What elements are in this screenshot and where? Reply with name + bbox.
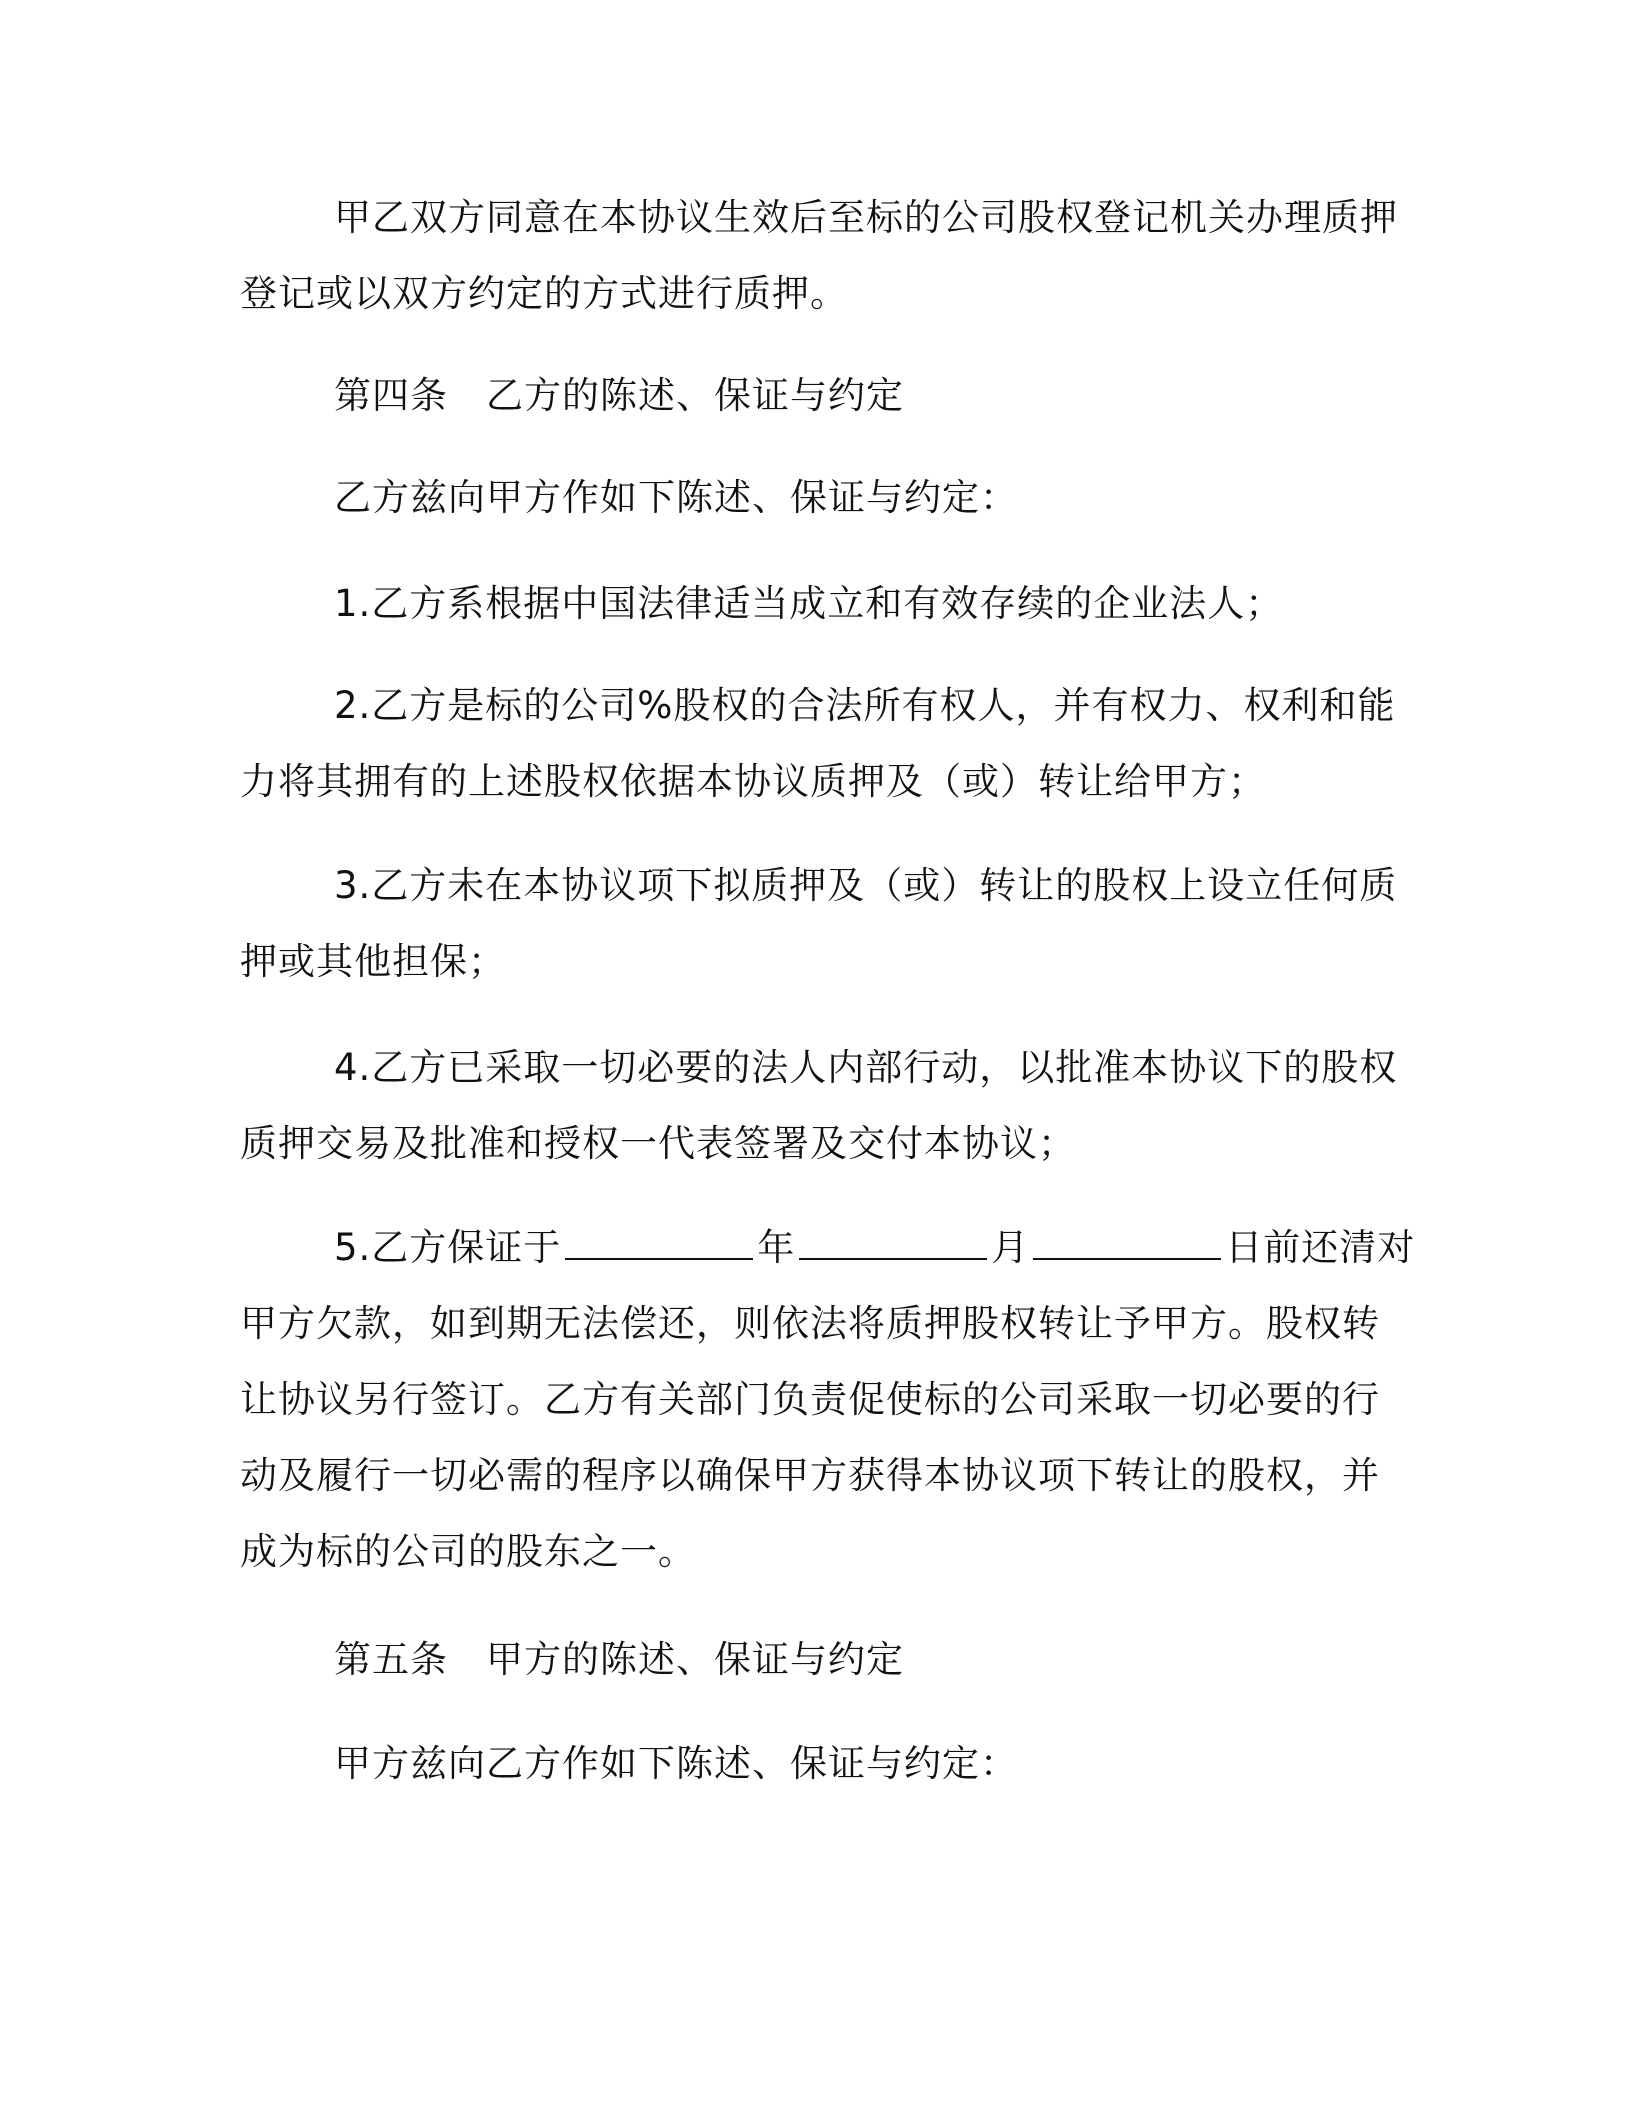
year-blank-field[interactable] (565, 1228, 753, 1260)
list-item-2 (240, 668, 1396, 820)
text-line: 3.乙方未在本协议项下拟质押及（或）转让的股权上设立任何质 (334, 864, 1398, 907)
text-line: 乙方兹向甲方作如下陈述、保证与约定： (334, 476, 1018, 519)
heading-text: 第五条 甲方的陈述、保证与约定 (334, 1638, 904, 1681)
paragraph-pledge-registration (240, 180, 1398, 332)
text-line: 押或其他担保； (240, 940, 506, 983)
text-line: 甲方兹向乙方作如下陈述、保证与约定： (334, 1742, 1018, 1785)
year-label: 年 (757, 1226, 796, 1269)
article-5-heading (240, 1622, 1380, 1698)
list-item-3 (240, 848, 1398, 1000)
day-blank-field[interactable] (1033, 1228, 1221, 1260)
text-line: 成为标的公司的股东之一。 (240, 1530, 696, 1573)
list-item-1 (240, 566, 1380, 642)
text-line: 甲方欠款，如到期无法偿还，则依法将质押股权转让予甲方。股权转 (240, 1302, 1380, 1345)
text-line: 甲乙双方同意在本协议生效后至标的公司股权登记机关办理质押 (334, 196, 1398, 239)
text-line: 质押交易及批准和授权一代表签署及交付本协议； (240, 1122, 1076, 1165)
item5-suffix: 日前还清对 (1225, 1226, 1416, 1269)
text-line-with-blanks (240, 1210, 1416, 1286)
article-5-intro (240, 1726, 1380, 1802)
month-label: 月 (991, 1226, 1030, 1269)
text-line: 让协议另行签订。乙方有关部门负责促使标的公司采取一切必要的行 (240, 1378, 1380, 1421)
list-item-4 (240, 1030, 1398, 1182)
item5-prefix: 5.乙方保证于 (334, 1226, 562, 1269)
text-line: 动及履行一切必需的程序以确保甲方获得本协议项下转让的股权，并 (240, 1454, 1380, 1497)
article-4-heading (240, 358, 1380, 434)
month-blank-field[interactable] (799, 1228, 987, 1260)
text-line: 4.乙方已采取一切必要的法人内部行动，以批准本协议下的股权 (334, 1046, 1398, 1089)
text-line: 力将其拥有的上述股权依据本协议质押及（或）转让给甲方； (240, 760, 1266, 803)
text-line: 登记或以双方约定的方式进行质押。 (240, 272, 848, 315)
heading-text: 第四条 乙方的陈述、保证与约定 (334, 374, 904, 417)
text-line: 1.乙方系根据中国法律适当成立和有效存续的企业法人； (334, 582, 1284, 625)
text-line: 2.乙方是标的公司%股权的合法所有权人，并有权力、权利和能 (334, 684, 1396, 727)
list-item-5 (240, 1210, 1416, 1590)
article-4-intro (240, 460, 1380, 536)
